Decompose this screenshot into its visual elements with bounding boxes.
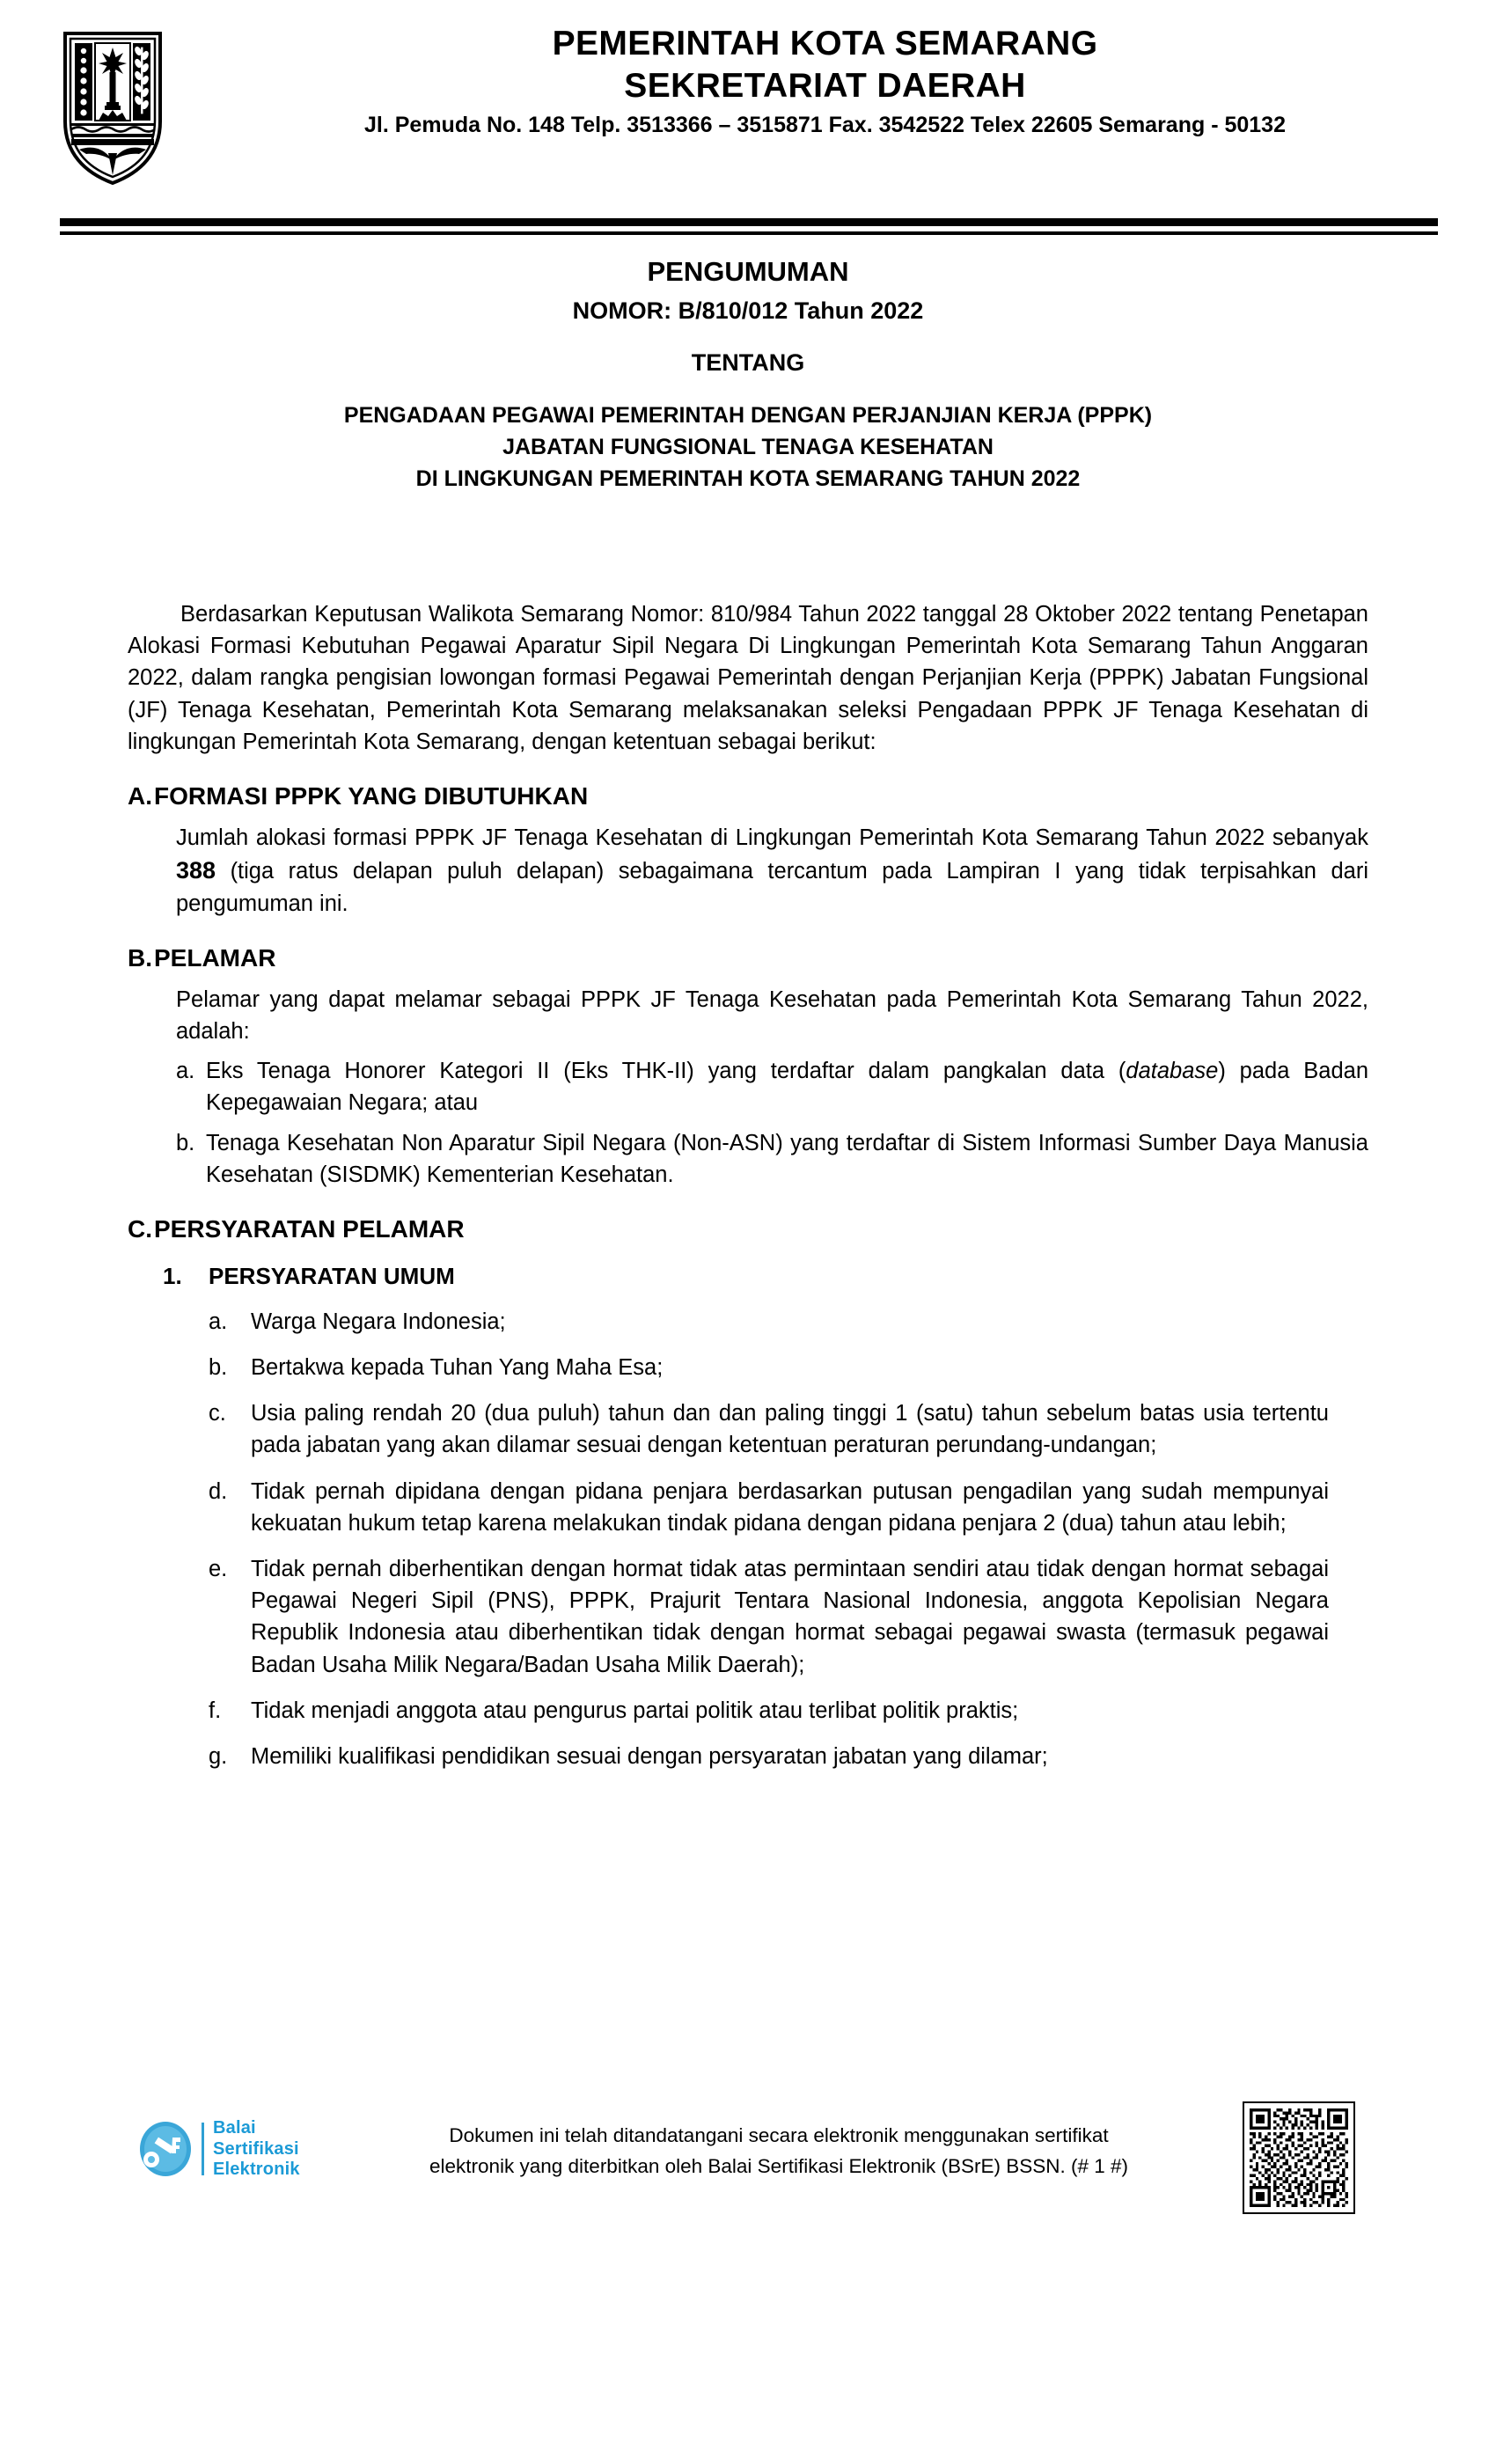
item-text: Bertakwa kepada Tuhan Yang Maha Esa;: [251, 1354, 664, 1380]
header-rule-thin: [60, 231, 1438, 235]
document-subject: [132, 400, 1364, 495]
subject-line-2: JABATAN FUNGSIONAL TENAGA KESEHATAN: [502, 435, 994, 460]
letterhead: [0, 25, 1496, 205]
sub1-marker: 1.: [163, 1262, 182, 1289]
document-title-block: [132, 255, 1364, 495]
crest-container: [0, 25, 224, 187]
section-b-marker: B.: [128, 943, 152, 972]
section-a-heading: [128, 781, 1368, 811]
section-a-title: FORMASI PPPK YANG DIBUTUHKAN: [154, 782, 589, 810]
item-marker: b.: [209, 1354, 228, 1380]
formasi-text-before: Jumlah alokasi formasi PPPK JF Tenaga Kesehatan di Lingkungan Pemerintah Kota Semarang Tahun 2022 sebanyak: [176, 825, 1368, 851]
item-marker: e.: [209, 1556, 228, 1581]
section-b-body: [176, 984, 1368, 1191]
item-text: Warga Negara Indonesia;: [251, 1309, 506, 1334]
section-b-intro: Pelamar yang dapat melamar sebagai PPPK JF Tenaga Kesehatan pada Pemerintah Kota Semarang Tahun 2022, adalah:: [176, 986, 1368, 1044]
list-item: [209, 1306, 1329, 1338]
page-title: PENGUMUMAN: [647, 256, 849, 287]
item-text-before: Eks Tenaga Honorer Kategori II (Eks THK-II) yang terdaftar dalam pangkalan data (: [206, 1059, 1126, 1084]
bsre-key-logo-icon: [136, 2120, 194, 2178]
signature-notice-line-1: Dokumen ini telah ditandatangani secara elektronik menggunakan sertifikat: [449, 2124, 1109, 2146]
item-text-italic: database: [1126, 1059, 1219, 1084]
list-item: [176, 1055, 1368, 1118]
item-marker: g.: [209, 1744, 228, 1769]
item-marker: d.: [209, 1478, 228, 1504]
item-text: [206, 1055, 1368, 1118]
semarang-coat-of-arms-icon: [60, 30, 165, 187]
item-text: Tidak pernah diberhentikan dengan hormat tidak atas permintaan sendiri atau tidak dengan hormat sebagai Pegawai Negeri Sipil (PNS), PPPK, Prajurit Tentara Nasional Indonesia, anggota Kepolisian Negara Republik Indonesia atau diberhentikan tidak dengan hormat sebagai pegawai swasta (termasuk pegawai Badan Usaha Milik Negara/Badan Usaha Milik Daerah);: [251, 1556, 1329, 1677]
section-c-heading: [128, 1214, 1368, 1244]
section-b-title: PELAMAR: [154, 943, 276, 972]
list-item: [209, 1741, 1329, 1772]
section-a-paragraph: [176, 822, 1368, 920]
formasi-text-after: (tiga ratus delapan puluh delapan) sebagaimana tercantum pada Lampiran I yang tidak terpisahkan dari pengumuman ini.: [176, 859, 1368, 916]
list-item: [209, 1553, 1329, 1681]
bsre-word-1: Balai: [213, 2118, 256, 2138]
item-text: Tenaga Kesehatan Non Aparatur Sipil Negara (Non-ASN) yang terdaftar di Sistem Informasi Sumber Daya Manusia Kesehatan (SISDMK) Kementerian Kesehatan.: [206, 1130, 1368, 1187]
intro-paragraph: Berdasarkan Keputusan Walikota Semarang Nomor: 810/984 Tahun 2022 tanggal 28 Oktober 2022 tentang Penetapan Alokasi Formasi Kebutuhan Pegawai Aparatur Sipil Negara Di Lingkungan Pemerintah Kota Semarang Tahun Anggaran 2022, dalam rangka pengisian lowongan formasi Pegawai Pemerintah dengan Perjanjian Kerja (PPPK) Jabatan Fungsional (JF) Tenaga Kesehatan, Pemerintah Kota Semarang melaksanakan seleksi Pengadaan PPPK JF Tenaga Kesehatan di lingkungan Pemerintah Kota Semarang, dengan ketentuan sebagai berikut:: [128, 602, 1368, 754]
document-number: NOMOR: B/810/012 Tahun 2022: [572, 297, 924, 325]
bsre-word-3: Elektronik: [213, 2160, 300, 2180]
item-marker: b.: [176, 1130, 195, 1155]
institution-name: PEMERINTAH KOTA SEMARANG: [552, 25, 1098, 62]
section-a-marker: A.: [128, 782, 152, 810]
section-a-body: [176, 822, 1368, 920]
bsre-word-2: Sertifikasi: [213, 2138, 299, 2159]
qr-code[interactable]: [1243, 2101, 1355, 2214]
list-item: [209, 1397, 1329, 1461]
bsre-logo-divider: [202, 2123, 204, 2175]
section-c-sub1-list: [209, 1306, 1329, 1772]
section-c-marker: C.: [128, 1214, 152, 1243]
header-rule-thick: [60, 218, 1438, 226]
item-text: Usia paling rendah 20 (dua puluh) tahun dan dan paling tinggi 1 (satu) tahun sebelum batas usia tertentu pada jabatan yang akan dilamar sesuai dengan ketentuan peraturan perundang-undangan;: [251, 1401, 1329, 1458]
item-text: Tidak menjadi anggota atau pengurus partai politik atau terlibat politik praktis;: [251, 1698, 1019, 1723]
item-text-after: ) pada Badan Kepegawaian Negara; atau: [206, 1059, 1368, 1116]
institution-unit: SEKRETARIAT DAERAH: [624, 66, 1026, 105]
list-item: [176, 1127, 1368, 1191]
letterhead-text: [224, 25, 1496, 138]
item-marker: a.: [176, 1059, 195, 1084]
item-text: Tidak pernah dipidana dengan pidana penjara berdasarkan putusan pengadilan yang sudah mempunyai kekuatan hukum tetap karena melakukan tindak pidana dengan pidana penjara 2 (dua) tahun atau lebih;: [251, 1478, 1329, 1536]
item-text: Memiliki kualifikasi pendidikan sesuai dengan persyaratan jabatan yang dilamar;: [251, 1744, 1048, 1769]
bsre-logo: [136, 2118, 300, 2181]
item-marker: a.: [209, 1309, 228, 1334]
document-body: [128, 598, 1368, 1772]
section-c-sub1-heading: [163, 1262, 1368, 1292]
item-marker: c.: [209, 1401, 226, 1426]
about-label: TENTANG: [691, 348, 805, 376]
signature-notice: [343, 2121, 1214, 2182]
section-b-heading: [128, 942, 1368, 973]
list-item: [209, 1695, 1329, 1727]
bsre-logo-text: [213, 2118, 300, 2181]
signature-notice-line-2: elektronik yang diterbitkan oleh Balai Sertifikasi Elektronik (BSrE) BSSN. (# 1 #): [429, 2154, 1129, 2177]
item-marker: f.: [209, 1698, 222, 1723]
subject-line-3: DI LINGKUNGAN PEMERINTAH KOTA SEMARANG TAHUN 2022: [415, 466, 1081, 492]
qr-code-icon: [1250, 2108, 1348, 2207]
list-item: [209, 1476, 1329, 1539]
formasi-amount: 388: [176, 857, 216, 884]
sub1-title: PERSYARATAN UMUM: [209, 1262, 455, 1289]
list-item: [209, 1352, 1329, 1383]
section-c-title: PERSYARATAN PELAMAR: [154, 1214, 465, 1243]
institution-address: Jl. Pemuda No. 148 Telp. 3513366 – 3515871 Fax. 3542522 Telex 22605 Semarang - 50132: [364, 113, 1286, 138]
subject-line-1: PENGADAAN PEGAWAI PEMERINTAH DENGAN PERJANJIAN KERJA (PPPK): [343, 402, 1153, 428]
